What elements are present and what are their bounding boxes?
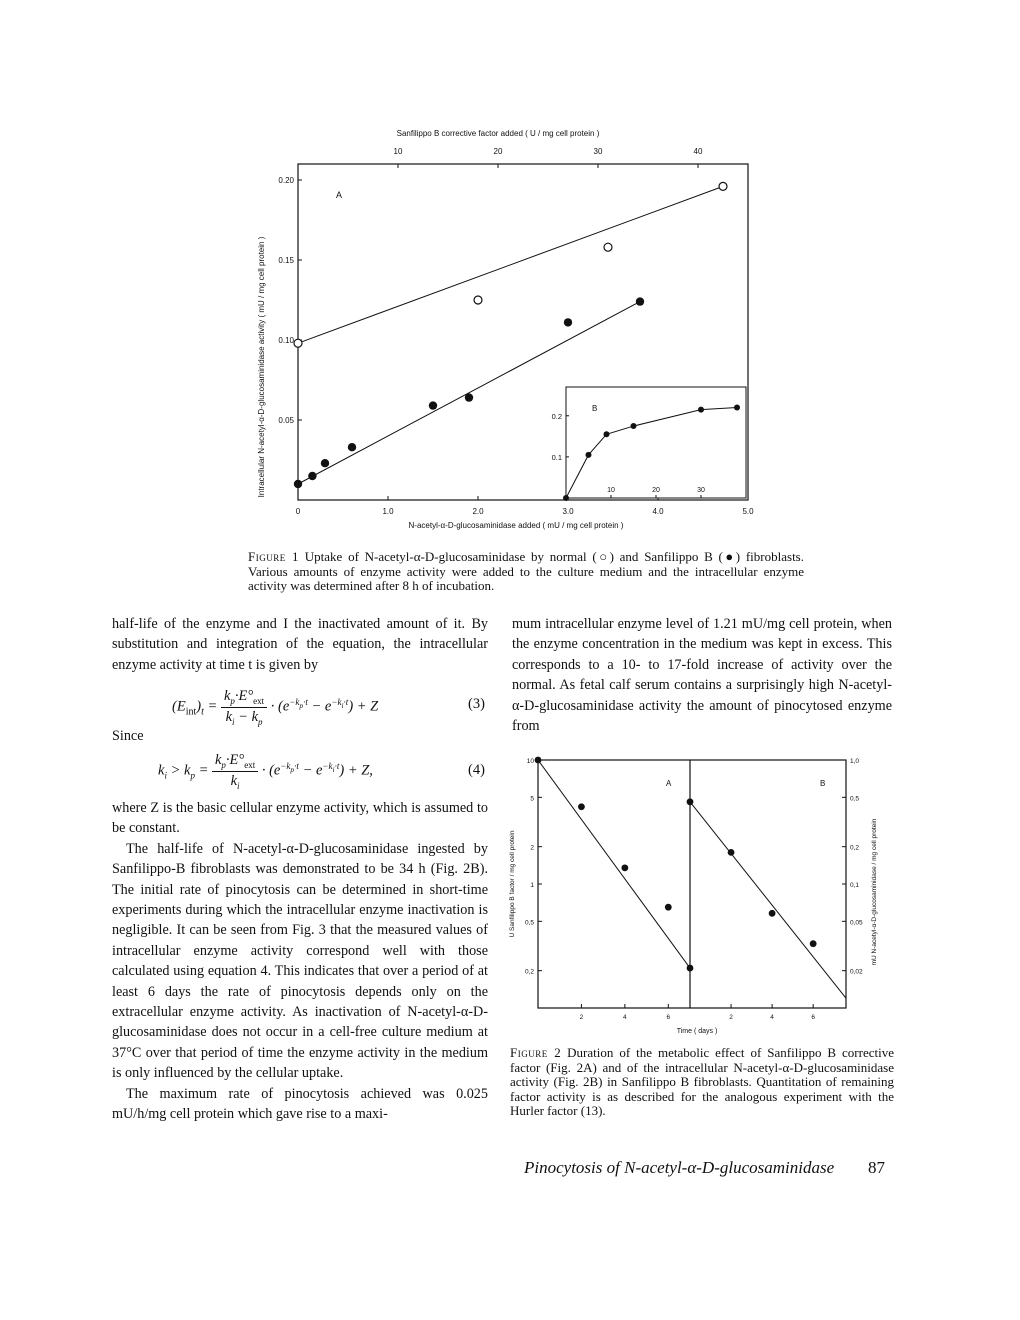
fig2-x-tick-label-b: 6: [811, 1014, 815, 1021]
fig1-y-tick-labels: [278, 176, 294, 425]
fig1-sanfilippo-point: [636, 297, 644, 305]
fig2-x-tick-label-a: 4: [623, 1014, 627, 1021]
fig1-x-axis-label: N-acetyl-α-D-glucosaminidase added ( mU / mg cell protein ): [408, 521, 624, 530]
fig1-inset-y-tick-label: 0.1: [551, 452, 562, 462]
fig2-panel-a-point: [665, 904, 672, 911]
fig2-left-y-tick-labels: [525, 758, 534, 976]
fig2-caption-text: Duration of the metabolic effect of Sanfilippo B corrective factor (Fig. 2A) and of the intracellular N-acetyl-α-D-glucosaminidase activity (Fig. 2B) in Sanfilippo B fibroblasts. Quantitation of remaining factor activity is as described for the analogous experiment with the Hurler factor (13).: [510, 1045, 894, 1119]
fig2-x-tick-label-b: 2: [729, 1014, 733, 1021]
fig1-sanfilippo-point: [429, 401, 437, 409]
left-column-continued: [112, 798, 488, 1125]
fig2-panel-b-point: [769, 910, 776, 917]
fig2-x-tick-labels: [580, 1014, 816, 1021]
left-paragraph-2: where Z is the basic cellular enzyme activity, which is assumed to be constant.: [112, 800, 488, 837]
fig1-inset-point: [631, 423, 637, 429]
right-paragraph-1: mum intracellular enzyme level of 1.21 mU/mg cell protein, when the enzyme concentration in the medium was kept in excess. This corresponds to a 10- to 17-fold increase of activity over the normal. As fetal calf serum contains a surprisingly high N-acetyl-α-D-glucosaminidase activity the amount of pinocytosed enzyme from: [512, 616, 892, 735]
fig1-sanfilippo-point: [308, 472, 316, 480]
fig1-top-tick-label: 30: [593, 147, 603, 156]
fig1-y-tick-label: 0.15: [278, 256, 294, 265]
fig1-inset-point: [586, 452, 592, 458]
fig2-data-points: [535, 757, 817, 972]
fig1-inset-label: B: [592, 404, 598, 413]
figure-1-plot: [250, 122, 770, 542]
fig2-left-y-axis-label: U Sanfilippo B factor / mg cell protein: [509, 830, 516, 938]
figure-1-caption: [248, 550, 804, 594]
figure-2: [504, 752, 904, 1042]
fig2-right-y-tick-label: 0,05: [850, 919, 863, 927]
fig2-panel-a-point: [621, 864, 628, 871]
equation-4-number: (4): [468, 762, 485, 778]
fig2-fit-lines: [538, 760, 846, 998]
fig2-panel-a-point: [535, 757, 542, 764]
fig1-normal-point: [719, 182, 727, 190]
fig1-y-axis-label: Intracellular N-acetyl-α-D-glucosaminidase activity ( mU / mg cell protein ): [257, 236, 266, 498]
fig1-inset-x-tick-label: 30: [697, 487, 705, 494]
fig2-left-y-tick-label: 0,2: [524, 968, 534, 976]
fig2-caption-label: Figure 2: [510, 1045, 562, 1060]
fig1-inset-point: [698, 407, 704, 413]
fig1-top-tick-label: 10: [393, 147, 403, 156]
fig2-right-y-tick-label: 0,1: [850, 882, 860, 889]
left-column: [112, 614, 488, 675]
fig2-left-y-tick-label: 10: [526, 758, 534, 765]
fig1-inset-panel: [552, 387, 746, 501]
fig1-caption-text: Uptake of N-acetyl-α-D-glucosaminidase by normal (○) and Sanfilippo B (●) fibroblasts. Various amounts of enzyme activity were added to the culture medium and the intracellular enzyme activity was determined after 8 h of incubation.: [248, 549, 804, 594]
figure-2-plot: [504, 752, 904, 1042]
fig2-axes-frame: [538, 760, 846, 1008]
figure-2-caption: [510, 1046, 894, 1119]
fig1-x-tick-labels: [296, 507, 754, 516]
figure-1: [250, 122, 770, 542]
fig1-normal-fit-line: [298, 186, 723, 343]
fig1-top-axis-title: Sanfilippo B corrective factor added ( U / mg cell protein ): [396, 129, 600, 138]
fig1-inset-point: [563, 495, 569, 501]
fig1-sanfilippo-point: [465, 393, 473, 401]
fig2-right-y-tick-label: 0,02: [850, 968, 863, 976]
equation-3: $(E_{int})_t$ = $\frac{k_p\cdot E^\circ_{ext}}{k_i - k_p}$ · $(e^{-k_p\cdot t} - e^{-k_i\cdot t}) + Z$: [172, 688, 379, 727]
fig1-top-tick-label: 40: [693, 147, 703, 156]
fig1-x-tick-label: 5.0: [742, 507, 754, 516]
fig2-left-y-tick-label: 2: [530, 844, 534, 852]
fig1-sanfilippo-point: [294, 480, 302, 488]
running-title: Pinocytosis of N-acetyl-α-D-glucosaminidase: [524, 1158, 835, 1177]
fig1-inset-x-tick-label: 20: [652, 487, 660, 494]
left-paragraph-1: half-life of the enzyme and I the inactivated amount of it. By substitution and integration of the equation, the intracellular enzyme activity at time t is given by: [112, 616, 488, 673]
fig1-caption-label: Figure 1: [248, 549, 299, 564]
fig1-x-tick-label: 3.0: [562, 507, 574, 516]
fig1-inset-point: [604, 431, 610, 437]
fig2-left-y-tick-label: 0,5: [524, 919, 534, 927]
fig2-panel-b-point: [728, 849, 735, 856]
fig2-panel-b-label: B: [820, 779, 826, 788]
fig1-sanfilippo-point: [348, 443, 356, 451]
fig2-panel-a-point: [578, 803, 585, 810]
fig1-inset-y-tick-label: 0.2: [551, 411, 562, 421]
fig2-panel-b-point: [810, 940, 817, 947]
fig1-y-tick-label: 0.10: [278, 336, 294, 345]
fig2-right-y-tick-label: 0,2: [850, 844, 860, 852]
fig1-sanfilippo-point: [321, 459, 329, 467]
fig2-panel-b-point: [687, 798, 694, 805]
equation-3-number: (3): [468, 696, 485, 712]
fig1-top-tick-labels: [394, 147, 703, 156]
fig2-left-y-tick-label: 1: [530, 882, 534, 889]
fig1-inset-point: [734, 405, 740, 411]
fig2-right-y-tick-labels: [850, 758, 863, 976]
fig2-right-y-tick-label: 0,5: [850, 795, 860, 803]
fig2-x-tick-label-b: 4: [770, 1014, 774, 1021]
fig2-left-y-tick-label: 5: [530, 795, 534, 803]
fig2-panel-a-fit-line: [538, 760, 690, 968]
equation-4: $k_i > k_p$ = $\frac{k_p\cdot E^\circ_{ext}}{k_i}$ · $(e^{-k_p\cdot t} - e^{-k_i\cdot t}) + Z$,: [158, 752, 373, 791]
fig1-x-tick-label: 0: [295, 507, 301, 516]
fig1-x-tick-label: 1.0: [382, 507, 394, 516]
fig1-x-tick-label: 4.0: [652, 507, 664, 516]
left-paragraph-3: The half-life of N-acetyl-α-D-glucosaminidase ingested by Sanfilippo-B fibroblasts was demonstrated to be 34 h (Fig. 2B). The initial rate of pinocytosis can be determined in short-time experiments during which the intracellular enzyme inactivation is negligible. It can be seen from Fig. 3 that the measured values of intracellular enzyme activity correspond well with those calculated using equation 4. This indicates that over a period of at least 6 days the rate of pinocytosis depends only on the extracellular enzyme activity. As inactivation of N-acetyl-α-D-glucosaminidase does not occur in a cell-free culture medium at 37°C over that period of time the enzyme activity in the medium is only influenced by the cellular uptake.: [112, 840, 488, 1082]
fig1-panel-label: A: [336, 190, 343, 200]
fig2-panel-a-label: A: [666, 779, 672, 788]
fig1-top-tick-label: 20: [493, 147, 503, 156]
fig2-x-tick-label-a: 2: [579, 1014, 584, 1021]
fig2-right-y-tick-label: 1,0: [850, 758, 860, 765]
fig1-y-tick-label: 0.20: [278, 176, 294, 185]
fig2-x-tick-label-a: 6: [666, 1014, 671, 1021]
fig2-plot-frame: [538, 760, 846, 1008]
fig2-x-axis-label: Time ( days ): [676, 1028, 718, 1035]
left-paragraph-4: The maximum rate of pinocytosis achieved was 0.025 mU/h/mg cell protein which gave rise to a maxi-: [112, 1085, 488, 1123]
fig1-inset-x-tick-label: 10: [607, 487, 615, 494]
fig1-normal-point: [604, 243, 612, 251]
fig1-x-tick-label: 2.0: [472, 507, 484, 516]
fig2-panel-b-fit-line: [690, 802, 846, 998]
fig1-normal-point: [474, 296, 482, 304]
right-column: [512, 614, 892, 736]
fig1-y-tick-label: 0.05: [278, 416, 294, 425]
fig1-normal-point: [294, 339, 302, 347]
fig1-sanfilippo-point: [564, 318, 572, 326]
page-number: 87: [868, 1158, 885, 1177]
fig2-right-y-axis-label: mU N-acetyl-α-D-glucosaminidase / mg cell protein: [871, 818, 878, 966]
fig2-panel-a-point: [687, 965, 694, 972]
since-label: Since: [112, 728, 144, 744]
